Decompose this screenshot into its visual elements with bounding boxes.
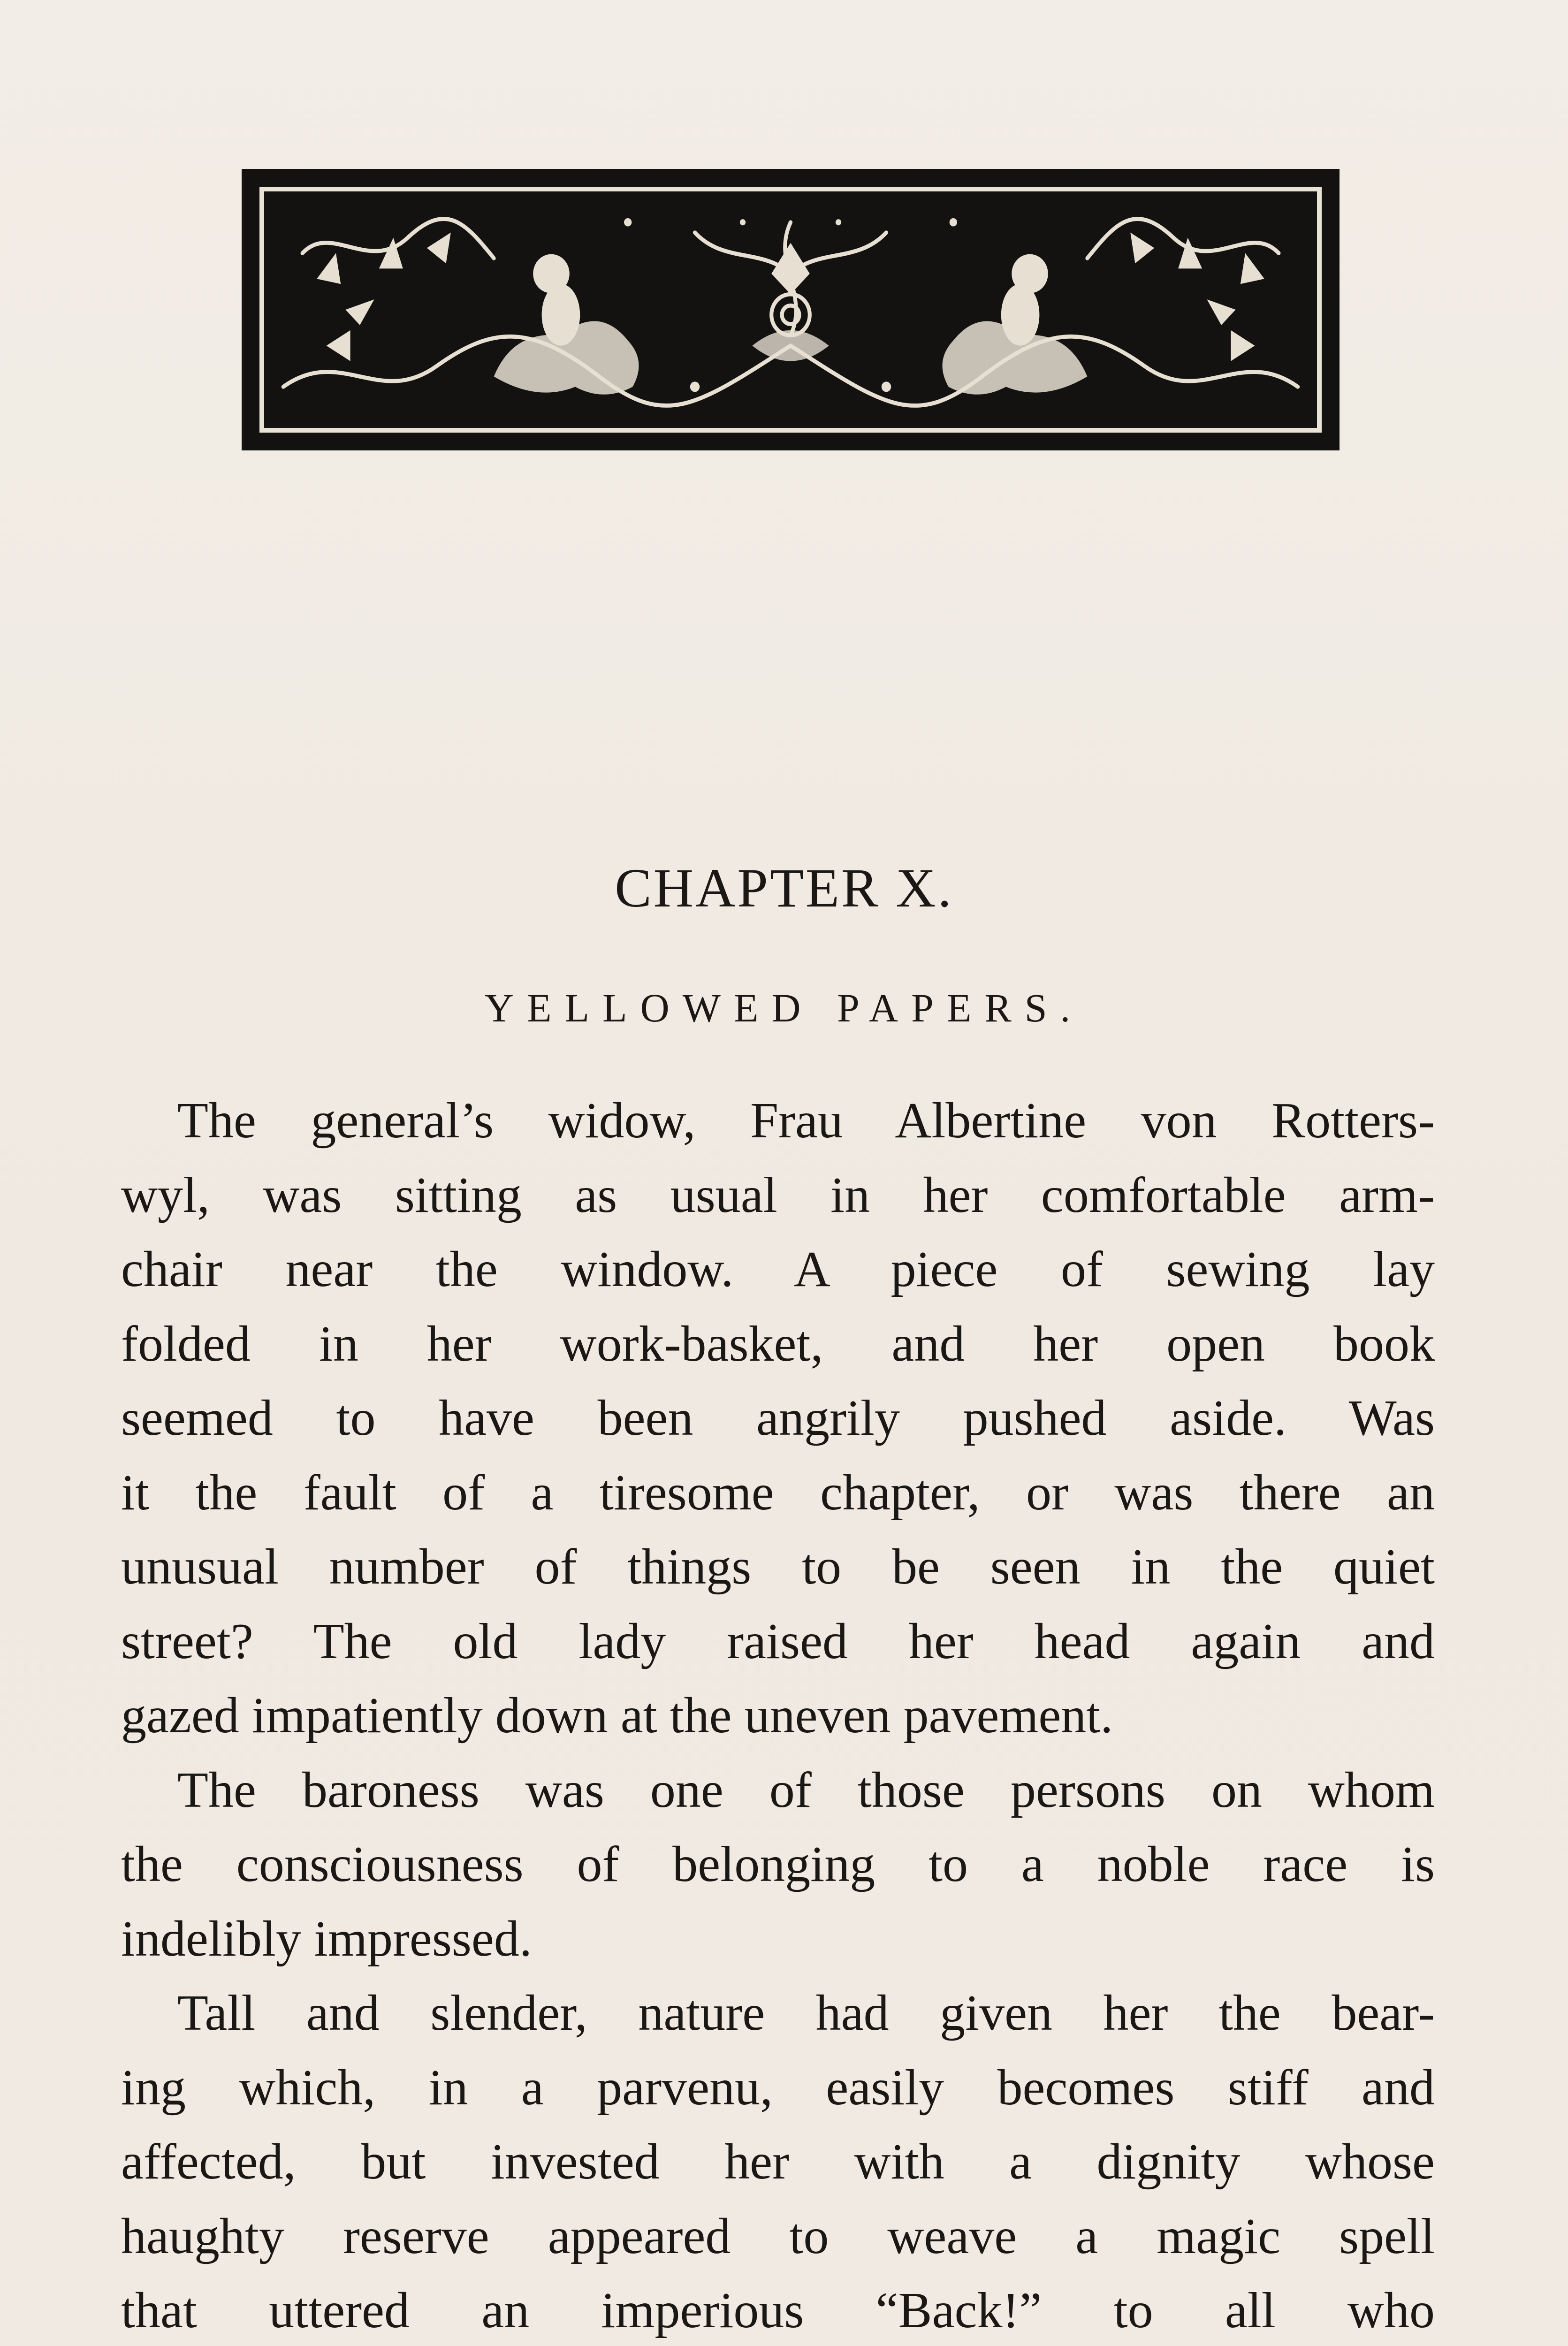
text-line: The general’s widow, Frau Albertine von Rotters- <box>177 1093 1435 1149</box>
text-line: ing which, in a parvenu, easily becomes stiff and <box>121 2059 1435 2116</box>
text-line: indelibly impressed. <box>121 1911 532 1967</box>
text-line: wyl, was sitting as usual in her comfortable arm- <box>121 1167 1435 1223</box>
ornamental-header-icon <box>242 169 1340 450</box>
text-line: seemed to have been angrily pushed aside. Was <box>121 1390 1435 1446</box>
text-line: gazed impatiently down at the uneven pavement. <box>121 1688 1113 1744</box>
chapter-title: CHAPTER X. <box>615 857 953 919</box>
text-line: unusual number of things to be seen in the quiet <box>121 1539 1435 1595</box>
text-line: affected, but invested her with a dignity whose <box>121 2134 1435 2190</box>
text-line: The baroness was one of those persons on whom <box>177 1762 1435 1818</box>
text-line: folded in her work-basket, and her open book <box>121 1316 1435 1372</box>
text-line: it the fault of a tiresome chapter, or was there an <box>121 1464 1435 1521</box>
text-line: the consciousness of belonging to a noble race is <box>121 1836 1435 1892</box>
ornament-frame <box>259 187 1322 433</box>
chapter-subtitle: YELLOWED PAPERS. <box>484 985 1084 1030</box>
vine-and-cherub-engraving-icon <box>264 191 1317 428</box>
text-line: street? The old lady raised her head again and <box>121 1613 1435 1669</box>
text-line: Tall and slender, nature had given her the bear- <box>177 1985 1435 2041</box>
text-line: that uttered an imperious “Back!” to all who <box>121 2283 1435 2338</box>
text-line: chair near the window. A piece of sewing lay <box>121 1242 1435 1297</box>
text-line: haughty reserve appeared to weave a magic spell <box>121 2208 1435 2264</box>
body-text <box>121 1084 1435 2346</box>
